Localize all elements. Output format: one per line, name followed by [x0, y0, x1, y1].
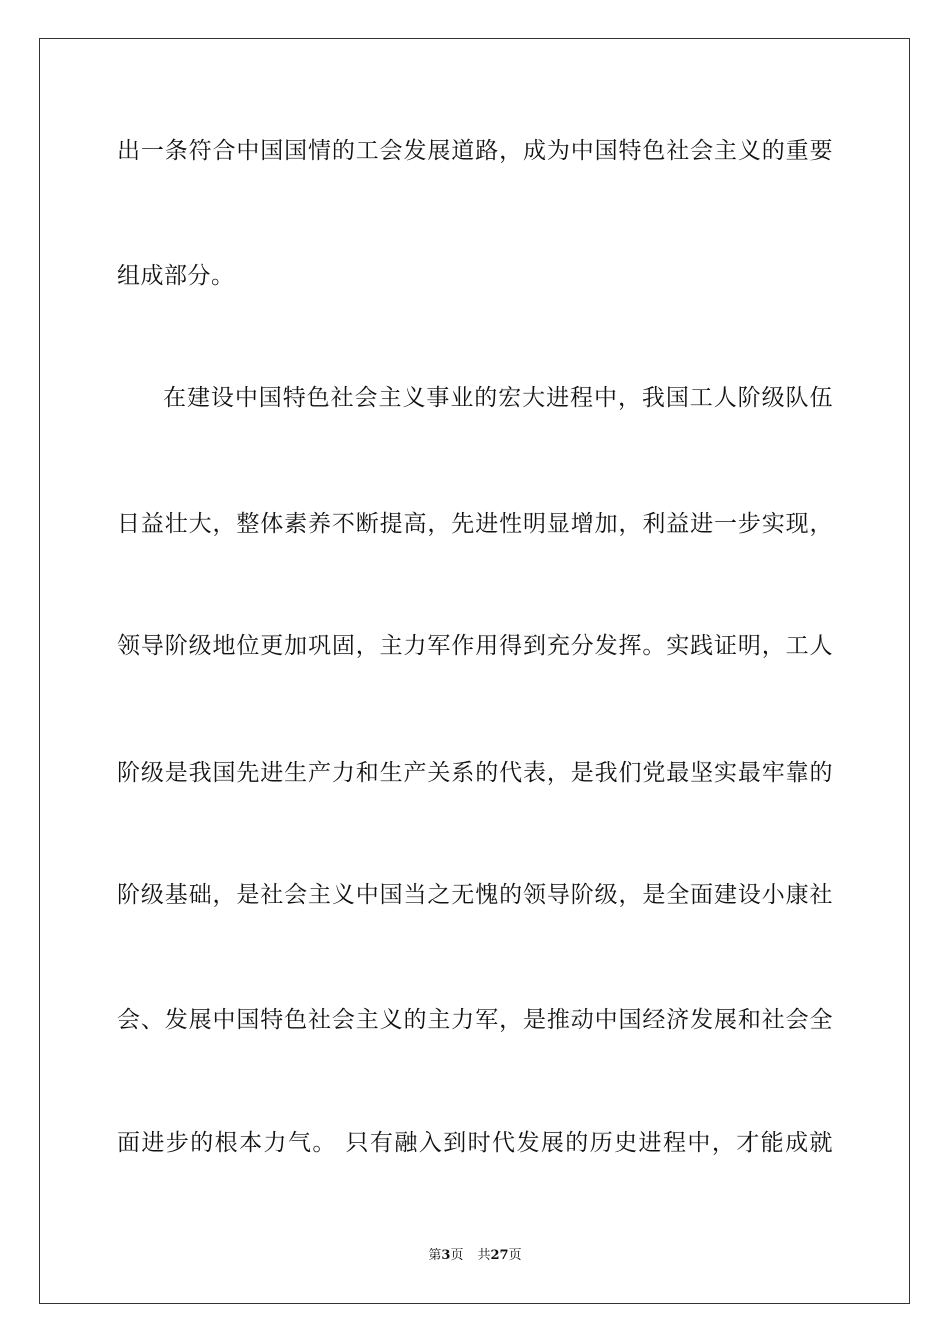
total-suffix: 页 — [508, 1248, 522, 1263]
body-text-line-6: 阶级是我国先进生产力和生产关系的代表，是我们党最坚实最牢靠的 — [117, 760, 833, 786]
page-border — [39, 38, 910, 1304]
page-suffix: 页 — [450, 1248, 464, 1263]
body-text-line-5: 领导阶级地位更加巩固，主力军作用得到充分发挥。实践证明，工人 — [117, 633, 833, 659]
page-number: 3 — [441, 1248, 451, 1263]
body-text-line-9: 面进步的根本力气。 只有融入到时代发展的历史进程中，才能成就 — [117, 1130, 833, 1156]
total-pages: 27 — [490, 1248, 509, 1263]
body-text-line-8: 会、发展中国特色社会主义的主力军，是推动中国经济发展和社会全 — [117, 1007, 833, 1033]
total-prefix: 共 — [477, 1248, 491, 1263]
body-text-line-1: 出一条符合中国国情的工会发展道路，成为中国特色社会主义的重要 — [117, 138, 833, 164]
body-text-line-4: 日益壮大，整体素养不断提高，先进性明显增加，利益进一步实现， — [117, 511, 833, 537]
page-footer — [0, 1246, 950, 1266]
body-text-line-2: 组成部分。 — [117, 263, 235, 289]
body-text-line-7: 阶级基础，是社会主义中国当之无愧的领导阶级，是全面建设小康社 — [117, 882, 833, 908]
body-text-line-3: 在建设中国特色社会主义事业的宏大进程中，我国工人阶级队伍 — [163, 385, 833, 411]
page-prefix: 第 — [428, 1248, 442, 1263]
